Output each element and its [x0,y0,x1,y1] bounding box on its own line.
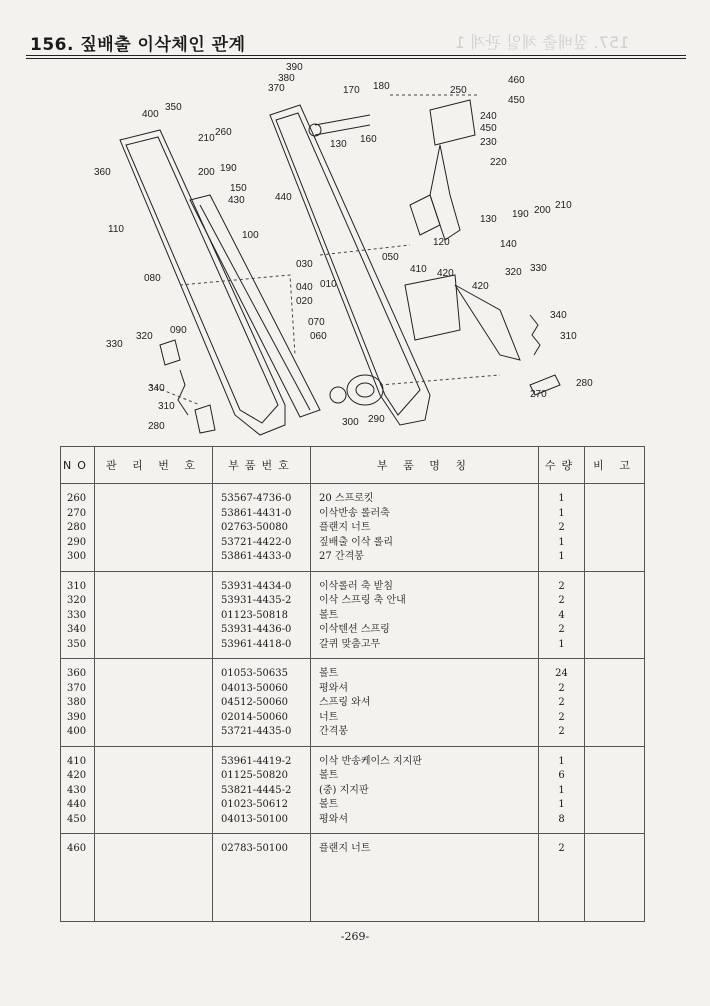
table-cell-name: 평와셔 [319,682,348,694]
part-callout-label: 240 [480,111,497,122]
part-callout-label: 300 [342,417,359,428]
col-header-no: NO [61,447,95,484]
table-cell-qty: 2 [558,726,565,737]
part-callout-label: 140 [500,239,517,250]
table-row-group [61,484,645,572]
table-cell-qty: 6 [558,770,565,781]
col-header-qty: 수량 [539,447,585,484]
cell-remark [585,659,645,747]
table-cell-qty: 4 [558,609,565,621]
cell-code [95,659,213,747]
table-cell-part-no: 02763-50080 [221,522,289,533]
table-cell-part-no: 02783-50100 [221,843,289,854]
parts-table [60,446,644,922]
cell-remark [585,834,645,922]
table-cell-part-no: 53721-4422-0 [221,536,292,548]
chain-case-right [270,105,430,425]
table-cell-qty: 2 [558,624,565,635]
table-cell-name: 이삭 스프링 축 안내 [319,595,406,606]
table-cell-no: 420 [67,770,87,781]
upper-shaft [315,115,370,135]
col-header-part-no: 부품번호 [213,447,311,484]
table-cell-part-no: 01053-50635 [221,668,289,679]
cell-part-no [213,571,311,659]
table-cell-part-no: 53931-4434-0 [221,580,292,592]
cell-no [61,834,95,922]
table-cell-name: 스프링 와셔 [319,697,371,708]
table-cell-name: 볼트 [319,799,339,810]
part-callout-label: 320 [136,331,153,342]
part-callout-label: 450 [480,123,497,134]
table-cell-no: 260 [67,493,87,504]
cell-remark [585,484,645,572]
part-callout-label: 250 [450,85,467,96]
cell-part-no [213,484,311,572]
part-callout-label: 070 [308,317,325,328]
table-cell-part-no: 53961-4418-0 [221,638,292,650]
part-callout-label: 310 [158,401,175,412]
table-cell-no: 410 [67,755,87,767]
cell-qty [539,746,585,834]
support-plate [405,275,460,340]
cell-remark [585,571,645,659]
cell-no [61,484,95,572]
table-cell-qty: 1 [558,638,565,650]
table-cell-part-no: 53931-4435-2 [221,595,292,606]
part-callout-label: 330 [530,263,547,274]
part-callout-label: 030 [296,259,313,270]
table-cell-no: 350 [67,638,87,650]
part-callout-label: 380 [278,73,295,84]
part-callout-label: 420 [472,281,489,292]
part-callout-label: 080 [144,273,161,284]
table-cell-name: 볼트 [319,609,339,621]
table-cell-no: 290 [67,536,87,548]
bleed-through-title: 157. 짚배출 체일 관계 1 [455,33,630,52]
table-cell-no: 370 [67,682,87,694]
table-cell-qty: 1 [558,493,565,504]
part-callout-label: 130 [330,139,347,150]
col-header-name: 부 품 명 칭 [311,447,539,484]
part-callout-label: 180 [373,81,390,92]
part-callout-label: 110 [108,224,124,235]
cell-qty [539,834,585,922]
part-callout-label: 050 [382,252,399,263]
table-cell-part-no: 01125-50820 [221,770,289,781]
part-callout-label: 440 [275,192,292,203]
exploded-parts-diagram [60,55,600,440]
table-cell-qty: 2 [558,843,565,854]
table-cell-part-no: 53861-4431-0 [221,507,292,519]
part-callout-label: 290 [368,414,385,425]
part-callout-label: 280 [148,421,165,432]
table-cell-qty: 1 [558,536,565,548]
part-callout-label: 020 [296,296,313,307]
part-callout-label: 200 [534,205,551,216]
cell-name [311,571,539,659]
cell-no [61,571,95,659]
part-callout-label: 310 [560,331,577,342]
table-cell-no: 300 [67,551,87,562]
cell-part-no [213,746,311,834]
part-callout-label: 400 [142,109,159,120]
cell-no [61,746,95,834]
table-cell-name: 이삭텐션 스프링 [319,624,390,635]
table-row-group [61,746,645,834]
part-callout-label: 040 [296,282,313,293]
table-cell-name: 27 간격봉 [319,551,364,562]
cell-qty [539,484,585,572]
table-row-group [61,659,645,747]
table-cell-qty: 1 [558,784,565,796]
cell-remark [585,746,645,834]
part-callout-label: 100 [242,230,259,241]
table-cell-qty: 1 [558,755,565,767]
table-cell-no: 400 [67,726,87,737]
table-cell-name: 볼트 [319,668,339,679]
table-cell-qty: 2 [558,711,565,723]
part-callout-label: 360 [94,167,111,178]
part-callout-label: 210 [198,133,215,144]
part-callout-label: 340 [550,310,567,321]
part-callout-label: 350 [165,102,182,113]
table-cell-no: 380 [67,697,87,708]
spring-right [530,315,540,355]
cell-part-no [213,834,311,922]
table-cell-name: 볼트 [319,770,339,781]
part-callout-label: 170 [343,85,360,96]
cell-code [95,571,213,659]
table-cell-name: 갈퀴 맞춤고무 [319,638,381,650]
table-cell-no: 460 [67,843,87,854]
table-cell-no: 390 [67,711,87,723]
table-cell-name: 너트 [319,711,339,723]
table-cell-qty: 2 [558,595,565,606]
part-callout-label: 120 [433,237,450,248]
cell-code [95,834,213,922]
part-callout-label: 130 [480,214,497,225]
table-cell-part-no: 53567-4736-0 [221,493,292,504]
table-cell-qty: 2 [558,522,565,533]
part-callout-label: 200 [198,167,215,178]
table-cell-qty: 1 [558,507,565,519]
part-callout-label: 220 [490,157,507,168]
cell-qty [539,659,585,747]
table-cell-name: 플랜지 너트 [319,522,371,533]
table-cell-part-no: 53931-4436-0 [221,624,292,635]
part-callout-label: 390 [286,62,303,73]
part-callout-label: 320 [505,267,522,278]
part-callout-label: 330 [106,339,123,350]
table-cell-qty: 2 [558,682,565,694]
table-cell-part-no: 53721-4435-0 [221,726,292,737]
part-callout-label: 410 [410,264,427,275]
part-callout-label: 210 [555,200,572,211]
part-callout-label: 190 [512,209,529,220]
part-callout-label: 340 [148,383,165,394]
table-cell-name: 짚배출 이삭 롤리 [319,536,393,548]
table-cell-qty: 8 [558,813,565,825]
table-cell-name: 간격봉 [319,726,348,737]
table-cell-no: 330 [67,609,87,621]
cell-name [311,746,539,834]
table-row-group [61,571,645,659]
table-cell-no: 340 [67,624,87,635]
cell-no [61,659,95,747]
page-number: -269- [340,930,370,943]
table-cell-part-no: 02014-50060 [221,711,289,723]
table-cell-part-no: 01023-50612 [221,799,289,810]
table-cell-part-no: 04512-50060 [221,697,289,708]
table-cell-no: 450 [67,813,87,825]
table-cell-no: 360 [67,668,87,679]
page-title: 156. 짚배출 이삭체인 관계 [30,35,246,55]
table-cell-qty: 2 [558,697,565,708]
table-cell-part-no: 53861-4433-0 [221,551,292,562]
part-callout-label: 270 [530,389,547,400]
part-callout-label: 430 [228,195,245,206]
table-cell-name: 평와셔 [319,813,348,825]
cell-code [95,746,213,834]
cell-qty [539,571,585,659]
table-cell-no: 310 [67,580,87,592]
part-callout-label: 460 [508,75,525,86]
table-cell-part-no: 01123-50818 [221,609,289,621]
col-header-remark: 비 고 [585,447,645,484]
part-callout-label: 090 [170,325,187,336]
bracket-lower-left [160,340,180,365]
table-cell-part-no: 53821-4445-2 [221,784,292,796]
cell-name [311,659,539,747]
bracket-top-right [430,100,475,145]
table-cell-name: 20 스프로킷 [319,493,374,504]
col-header-code: 관 리 번 호 [95,447,213,484]
table-cell-qty: 1 [558,551,565,562]
table-cell-name: (중) 지지판 [319,784,369,796]
part-callout-label: 370 [268,83,285,94]
part-callout-label: 160 [360,134,377,145]
part-callout-label: 150 [230,183,247,194]
table-row-group [61,834,645,922]
table-cell-no: 320 [67,595,87,606]
cell-code [95,484,213,572]
part-callout-label: 420 [437,268,454,279]
table-cell-qty: 1 [558,799,565,810]
table-cell-no: 430 [67,784,87,796]
cell-name [311,834,539,922]
table-cell-name: 이삭 반송케이스 지지판 [319,755,422,767]
table-cell-name: 이삭반송 롤러축 [319,507,390,519]
part-callout-label: 060 [310,331,327,342]
cell-part-no [213,659,311,747]
table-cell-part-no: 04013-50060 [221,682,289,694]
part-callout-label: 450 [508,95,525,106]
table-cell-qty: 2 [558,580,565,592]
table-cell-name: 이삭롤러 축 받침 [319,580,393,592]
table-cell-qty: 24 [555,668,568,679]
table-cell-no: 270 [67,507,87,519]
part-callout-label: 280 [576,378,593,389]
part-callout-label: 190 [220,163,237,174]
part-callout-label: 230 [480,137,497,148]
table-cell-part-no: 04013-50100 [221,813,289,825]
table-cell-no: 280 [67,522,87,533]
part-callout-label: 260 [215,127,232,138]
table-cell-no: 440 [67,799,87,810]
table-cell-name: 플랜지 너트 [319,843,371,854]
cell-name [311,484,539,572]
table-cell-part-no: 53961-4419-2 [221,755,292,767]
part-callout-label: 010 [320,279,337,290]
